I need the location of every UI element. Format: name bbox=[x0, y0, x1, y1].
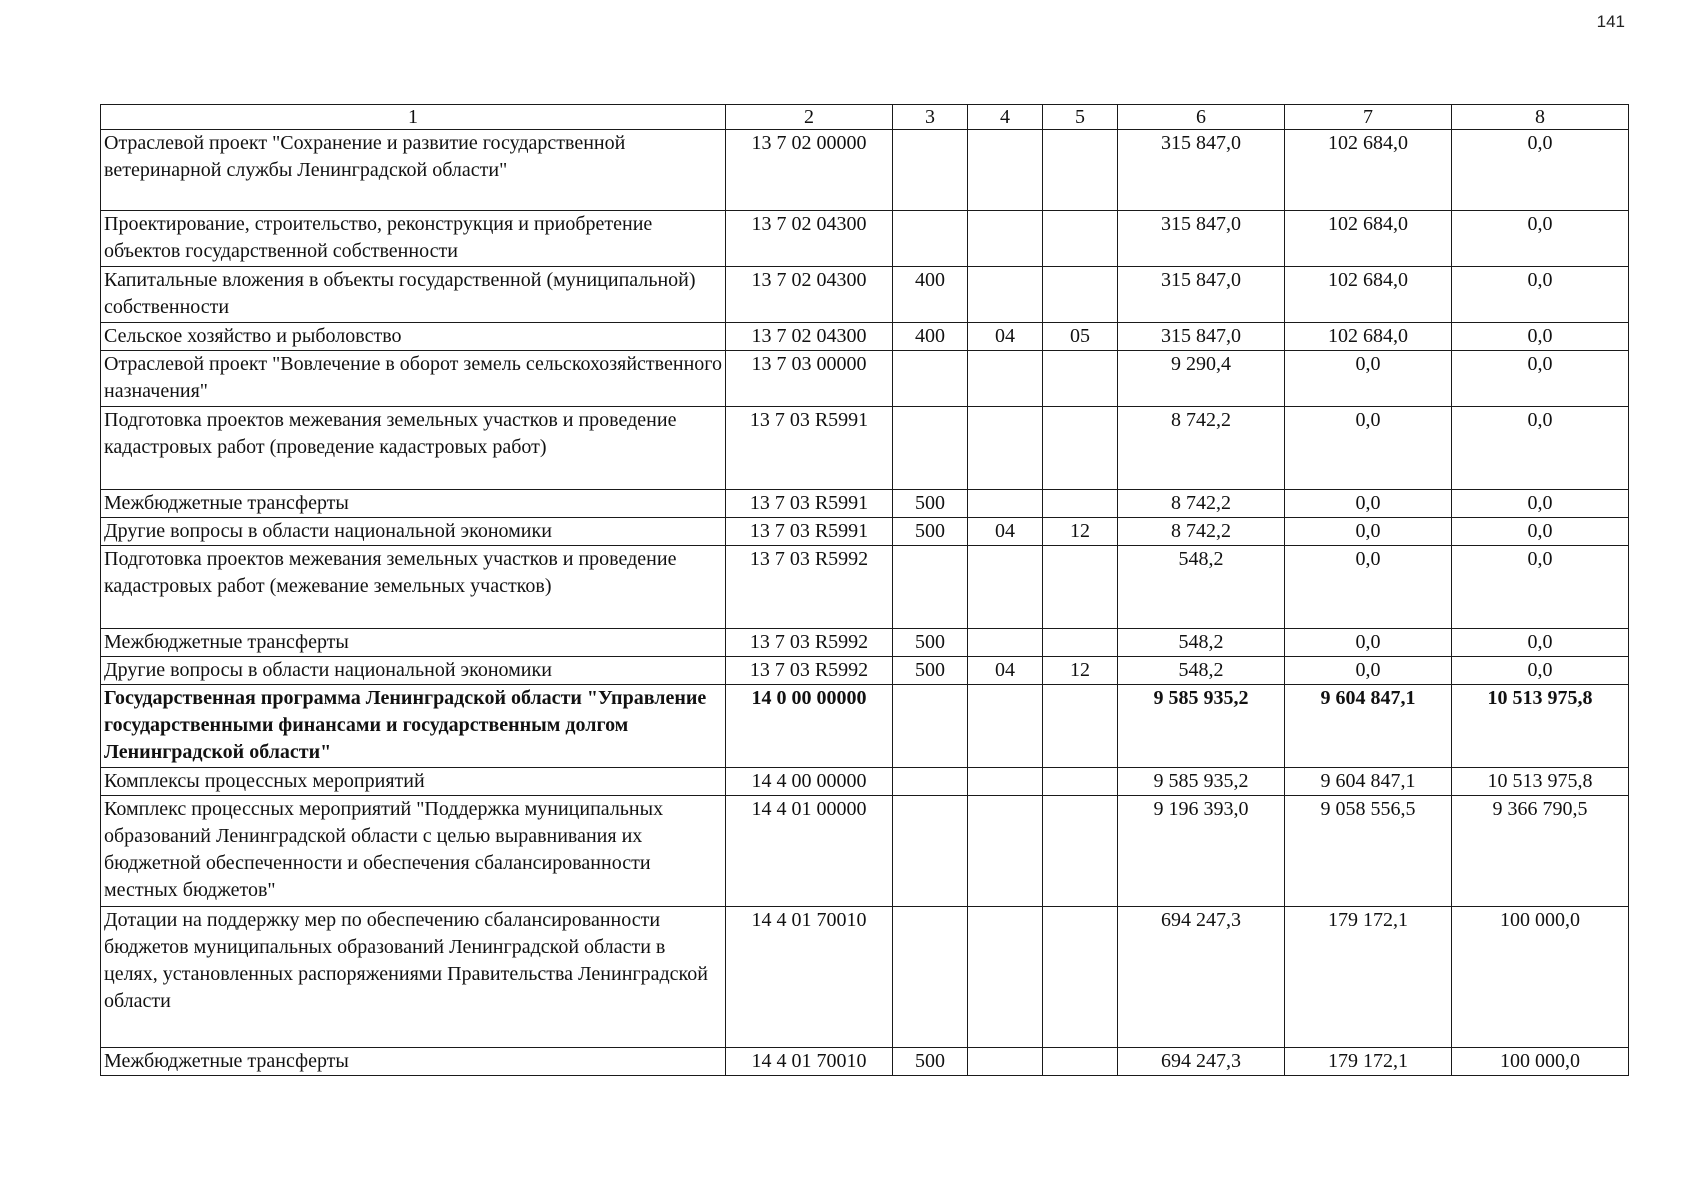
row-value7-cell: 102 684,0 bbox=[1285, 323, 1452, 351]
table-row bbox=[101, 1048, 1629, 1076]
row-code-cell: 13 7 03 R5992 bbox=[726, 629, 893, 657]
row-value8-cell: 0,0 bbox=[1452, 629, 1629, 657]
row-value6-cell: 548,2 bbox=[1118, 629, 1285, 657]
row-name-cell: Капитальные вложения в объекты государственной (муниципальной) собственности bbox=[101, 267, 726, 323]
table-row bbox=[101, 796, 1629, 907]
table-row bbox=[101, 267, 1629, 323]
row-value8-cell: 9 366 790,5 bbox=[1452, 796, 1629, 907]
row-col5-cell bbox=[1043, 796, 1118, 907]
row-col3-cell bbox=[893, 407, 968, 490]
header-cell-6: 6 bbox=[1118, 105, 1285, 130]
row-value6-cell: 9 196 393,0 bbox=[1118, 796, 1285, 907]
table-row bbox=[101, 629, 1629, 657]
row-value6-cell: 8 742,2 bbox=[1118, 518, 1285, 546]
row-name-cell: Межбюджетные трансферты bbox=[101, 490, 726, 518]
table-row bbox=[101, 685, 1629, 768]
row-value6-cell: 694 247,3 bbox=[1118, 907, 1285, 1048]
table-row bbox=[101, 907, 1629, 1048]
row-value8-cell: 10 513 975,8 bbox=[1452, 768, 1629, 796]
table-row bbox=[101, 518, 1629, 546]
row-name-cell: Проектирование, строительство, реконструкция и приобретение объектов государственной собственности bbox=[101, 211, 726, 267]
row-code-cell: 13 7 03 R5991 bbox=[726, 490, 893, 518]
row-col4-cell: 04 bbox=[968, 657, 1043, 685]
row-code-cell: 13 7 03 R5991 bbox=[726, 518, 893, 546]
row-code-cell: 14 4 01 00000 bbox=[726, 796, 893, 907]
table-row bbox=[101, 211, 1629, 267]
row-name-cell: Межбюджетные трансферты bbox=[101, 1048, 726, 1076]
row-value8-cell: 0,0 bbox=[1452, 546, 1629, 629]
row-col5-cell bbox=[1043, 907, 1118, 1048]
row-value6-cell: 694 247,3 bbox=[1118, 1048, 1285, 1076]
row-col3-cell: 500 bbox=[893, 629, 968, 657]
row-value8-cell: 0,0 bbox=[1452, 407, 1629, 490]
row-col5-cell bbox=[1043, 1048, 1118, 1076]
row-col5-cell bbox=[1043, 407, 1118, 490]
row-col5-cell: 12 bbox=[1043, 518, 1118, 546]
row-col5-cell bbox=[1043, 546, 1118, 629]
row-col5-cell: 05 bbox=[1043, 323, 1118, 351]
header-cell-8: 8 bbox=[1452, 105, 1629, 130]
row-col4-cell bbox=[968, 130, 1043, 211]
row-value7-cell: 102 684,0 bbox=[1285, 267, 1452, 323]
row-col5-cell bbox=[1043, 685, 1118, 768]
row-col5-cell bbox=[1043, 211, 1118, 267]
page-number: 141 bbox=[1596, 12, 1625, 31]
row-col3-cell: 500 bbox=[893, 1048, 968, 1076]
table-row bbox=[101, 657, 1629, 685]
row-code-cell: 13 7 03 00000 bbox=[726, 351, 893, 407]
row-code-cell: 14 4 00 00000 bbox=[726, 768, 893, 796]
row-col5-cell bbox=[1043, 130, 1118, 211]
row-col4-cell bbox=[968, 629, 1043, 657]
row-name-cell: Дотации на поддержку мер по обеспечению сбалансированности бюджетов муниципальных образований Ленинградской области в целях, установленных распоряжениями Правительства Ленинградской области bbox=[101, 907, 726, 1048]
row-col3-cell bbox=[893, 796, 968, 907]
row-code-cell: 13 7 03 R5992 bbox=[726, 657, 893, 685]
row-col5-cell bbox=[1043, 490, 1118, 518]
row-col4-cell: 04 bbox=[968, 518, 1043, 546]
row-col4-cell bbox=[968, 768, 1043, 796]
row-col4-cell bbox=[968, 351, 1043, 407]
row-col3-cell bbox=[893, 546, 968, 629]
row-code-cell: 14 4 01 70010 bbox=[726, 1048, 893, 1076]
row-col3-cell bbox=[893, 130, 968, 211]
row-value6-cell: 8 742,2 bbox=[1118, 407, 1285, 490]
row-col3-cell bbox=[893, 211, 968, 267]
row-value8-cell: 0,0 bbox=[1452, 518, 1629, 546]
row-value6-cell: 315 847,0 bbox=[1118, 323, 1285, 351]
row-value7-cell: 0,0 bbox=[1285, 629, 1452, 657]
row-value8-cell: 10 513 975,8 bbox=[1452, 685, 1629, 768]
header-cell-7: 7 bbox=[1285, 105, 1452, 130]
row-name-cell: Комплекс процессных мероприятий "Поддержка муниципальных образований Ленинградской области с целью выравнивания их бюджетной обеспеченности и обеспечения сбалансированности местных бюджетов" bbox=[101, 796, 726, 907]
row-name-cell: Государственная программа Ленинградской области "Управление государственными финансами и государственным долгом Ленинградской области" bbox=[101, 685, 726, 768]
table-row bbox=[101, 130, 1629, 211]
row-col3-cell: 400 bbox=[893, 267, 968, 323]
row-col3-cell bbox=[893, 685, 968, 768]
row-value8-cell: 100 000,0 bbox=[1452, 1048, 1629, 1076]
header-row bbox=[101, 105, 1629, 130]
row-col3-cell: 500 bbox=[893, 518, 968, 546]
row-col5-cell bbox=[1043, 267, 1118, 323]
table-row bbox=[101, 351, 1629, 407]
row-value8-cell: 0,0 bbox=[1452, 130, 1629, 211]
header-cell-2: 2 bbox=[726, 105, 893, 130]
row-code-cell: 13 7 02 04300 bbox=[726, 323, 893, 351]
header-cell-1: 1 bbox=[101, 105, 726, 130]
row-name-cell: Сельское хозяйство и рыболовство bbox=[101, 323, 726, 351]
row-value6-cell: 315 847,0 bbox=[1118, 211, 1285, 267]
row-value7-cell: 102 684,0 bbox=[1285, 130, 1452, 211]
row-code-cell: 13 7 02 04300 bbox=[726, 211, 893, 267]
header-cell-5: 5 bbox=[1043, 105, 1118, 130]
row-value7-cell: 0,0 bbox=[1285, 657, 1452, 685]
row-col5-cell bbox=[1043, 629, 1118, 657]
row-col4-cell: 04 bbox=[968, 323, 1043, 351]
row-col4-cell bbox=[968, 490, 1043, 518]
row-value7-cell: 0,0 bbox=[1285, 407, 1452, 490]
header-cell-3: 3 bbox=[893, 105, 968, 130]
row-value8-cell: 0,0 bbox=[1452, 211, 1629, 267]
row-name-cell: Отраслевой проект "Вовлечение в оборот земель сельскохозяйственного назначения" bbox=[101, 351, 726, 407]
row-col5-cell bbox=[1043, 768, 1118, 796]
row-code-cell: 13 7 03 R5992 bbox=[726, 546, 893, 629]
row-value7-cell: 0,0 bbox=[1285, 518, 1452, 546]
row-col4-cell bbox=[968, 407, 1043, 490]
row-value8-cell: 100 000,0 bbox=[1452, 907, 1629, 1048]
row-name-cell: Межбюджетные трансферты bbox=[101, 629, 726, 657]
row-value7-cell: 179 172,1 bbox=[1285, 907, 1452, 1048]
row-code-cell: 14 0 00 00000 bbox=[726, 685, 893, 768]
row-col4-cell bbox=[968, 546, 1043, 629]
row-col3-cell bbox=[893, 768, 968, 796]
table-row bbox=[101, 323, 1629, 351]
header-cell-4: 4 bbox=[968, 105, 1043, 130]
row-value8-cell: 0,0 bbox=[1452, 351, 1629, 407]
row-value6-cell: 548,2 bbox=[1118, 657, 1285, 685]
row-code-cell: 14 4 01 70010 bbox=[726, 907, 893, 1048]
row-col4-cell bbox=[968, 907, 1043, 1048]
row-code-cell: 13 7 02 04300 bbox=[726, 267, 893, 323]
table-row bbox=[101, 768, 1629, 796]
row-value8-cell: 0,0 bbox=[1452, 490, 1629, 518]
row-col5-cell bbox=[1043, 351, 1118, 407]
row-code-cell: 13 7 02 00000 bbox=[726, 130, 893, 211]
row-value7-cell: 9 604 847,1 bbox=[1285, 685, 1452, 768]
row-col3-cell: 500 bbox=[893, 490, 968, 518]
table-row bbox=[101, 546, 1629, 629]
row-name-cell: Другие вопросы в области национальной экономики bbox=[101, 657, 726, 685]
table-row bbox=[101, 407, 1629, 490]
row-value7-cell: 102 684,0 bbox=[1285, 211, 1452, 267]
row-value6-cell: 9 585 935,2 bbox=[1118, 685, 1285, 768]
budget-table bbox=[100, 104, 1629, 1076]
row-value6-cell: 9 585 935,2 bbox=[1118, 768, 1285, 796]
row-col3-cell: 500 bbox=[893, 657, 968, 685]
row-value8-cell: 0,0 bbox=[1452, 323, 1629, 351]
row-col4-cell bbox=[968, 267, 1043, 323]
row-name-cell: Комплексы процессных мероприятий bbox=[101, 768, 726, 796]
table-body bbox=[101, 105, 1629, 1076]
row-value7-cell: 179 172,1 bbox=[1285, 1048, 1452, 1076]
row-value6-cell: 315 847,0 bbox=[1118, 130, 1285, 211]
row-col5-cell: 12 bbox=[1043, 657, 1118, 685]
row-value6-cell: 9 290,4 bbox=[1118, 351, 1285, 407]
row-col4-cell bbox=[968, 211, 1043, 267]
row-value7-cell: 0,0 bbox=[1285, 351, 1452, 407]
row-code-cell: 13 7 03 R5991 bbox=[726, 407, 893, 490]
row-col3-cell bbox=[893, 351, 968, 407]
row-value7-cell: 9 058 556,5 bbox=[1285, 796, 1452, 907]
row-name-cell: Подготовка проектов межевания земельных участков и проведение кадастровых работ (проведение кадастровых работ) bbox=[101, 407, 726, 490]
row-name-cell: Другие вопросы в области национальной экономики bbox=[101, 518, 726, 546]
table-row bbox=[101, 490, 1629, 518]
row-value7-cell: 0,0 bbox=[1285, 546, 1452, 629]
row-col4-cell bbox=[968, 796, 1043, 907]
row-value7-cell: 0,0 bbox=[1285, 490, 1452, 518]
row-col3-cell: 400 bbox=[893, 323, 968, 351]
row-name-cell: Подготовка проектов межевания земельных участков и проведение кадастровых работ (межевание земельных участков) bbox=[101, 546, 726, 629]
row-value8-cell: 0,0 bbox=[1452, 267, 1629, 323]
row-value6-cell: 548,2 bbox=[1118, 546, 1285, 629]
row-value7-cell: 9 604 847,1 bbox=[1285, 768, 1452, 796]
row-value8-cell: 0,0 bbox=[1452, 657, 1629, 685]
row-col4-cell bbox=[968, 1048, 1043, 1076]
row-name-cell: Отраслевой проект "Сохранение и развитие государственной ветеринарной службы Ленинградской области" bbox=[101, 130, 726, 211]
row-col4-cell bbox=[968, 685, 1043, 768]
row-col3-cell bbox=[893, 907, 968, 1048]
row-value6-cell: 315 847,0 bbox=[1118, 267, 1285, 323]
row-value6-cell: 8 742,2 bbox=[1118, 490, 1285, 518]
